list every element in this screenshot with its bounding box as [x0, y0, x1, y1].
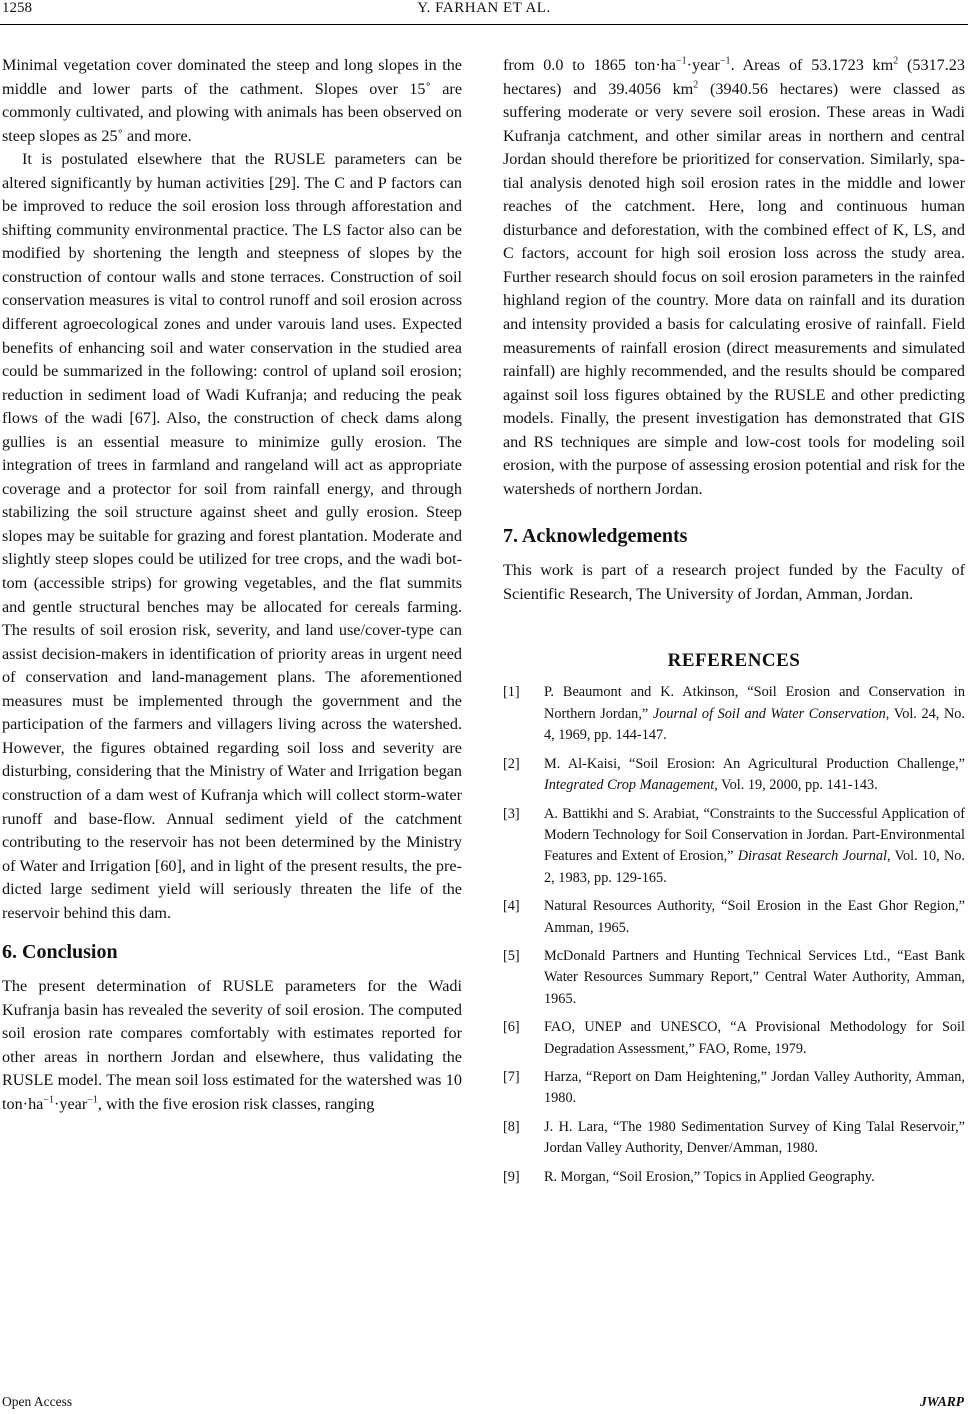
- reference-item: [503, 1117, 965, 1160]
- paragraph-conclusion-continued: from 0.0 to 1865 $ton\cdot ha^{-1}\cdot year^{-1}$. Areas of 53.1723 $km^2$ (5317.23 hectares) and 39.4056 $km^2$ (3940.56 hectares) were classed as suffering moderate or very severe soil erosion. These areas in Wadi Kufranja catchment, and other similar areas in northern and central Jordan should therefore be prioritized for conservation. Similarly, spatial analysis denoted high soil erosion rates in the middle and lower reaches of the catchment. Here, long and continuous human disturbance and deforestation, with the combined effect of K, LS, and C factors, account for high soil erosion loss across the study area. Further research should focus on soil erosion parameters in the rainfed highland region of the country. More data on rainfall and its duration and intensity provided a basis for calculating erosive of rainfall. Field measurements of rainfall erosion (direct measurements and simulated rainfall) are highly recommended, and the results should be compared against soil loss figures obtained by the RUSLE and other predicting models. Finally, the present investigation has demonstrated that GIS and RS techniques are simple and low-cost tools for modeling soil erosion, with the purpose of assessing erosion potential and risk for the watersheds of northern Jordan.: [503, 55, 965, 498]
- reference-text: Harza, “Report on Dam Heightening,” Jordan Valley Authority, Amman, 1980.: [544, 1068, 965, 1107]
- reference-text: R. Morgan, “Soil Erosion,” Topics in Applied Geography.: [544, 1168, 875, 1185]
- footer-open-access: Open Access: [2, 1394, 73, 1409]
- reference-item: [503, 682, 965, 746]
- reference-item: [503, 1017, 965, 1060]
- reference-number: [6]: [503, 1019, 520, 1036]
- paragraph-rusle-parameters: It is postulated elsewhere that the RUSLE parameters can be altered significantly by human activities [29]. The C and P factors can be improved to reduce the soil erosion loss through afforestation and shifting community environmental practice. The LS factor also can be modified by shortening the length and steepness of slopes by the construction of contour walls and stone terraces. Construction of soil conservation measures is vital to control runoff and soil erosion across different agroecological zones and under varouis land uses. Expected benefits of enhancing soil and water conservation in the studied area could be summarized in the following: control of upland soil erosion; reduction in sediment load of Wadi Kufranja; and reducing the peak flows of the wadi [67]. Also, the construction of check dams along gullies is an essential measure to minimize gully erosion. The integration of trees in farmland and rangeland will act as appropriate coverage and a protector for soil from rainfall energy, and through stabilizing the soil structure against sheet and gully erosion. Steep slopes may be suitable for grazing and forest plantation. Moderate and slightly steep slopes could be utilized for tree crops, and the wadi bottom (accessible strips) for growing vegetables, and the flat summits and gentle structural benches may be allocated for cereals farming. The results of soil erosion risk, severity, and land use/cover-type can assist decision-makers in identification of priority areas in urgent need of conservation and land-management plans. The aforementioned measures must be implemented through the government and the participation of the farmers and villagers living across the watershed. However, the figures obtained regarding soil loss and severity are disturbing, considering that the Ministry of Water and Irrigation began construction of a dam west of Kufranja which will collect storm-water runoff and base-flow. Annual sediment yield of the catchment contributing to the reservoir has not been determined by the Ministry of Water and Irrigation [60], and in light of the present results, the predicted large sediment yield will seriously threaten the life of the reservoir behind this dam.: [2, 150, 462, 922]
- reference-number: [4]: [503, 898, 520, 915]
- reference-number: [5]: [503, 947, 520, 964]
- reference-text: J. H. Lara, “The 1980 Sedimentation Survey of King Talal Reservoir,” Jordan Valley Authority, Denver/Amman, 1980.: [544, 1118, 965, 1157]
- conclusion-heading: 6. Conclusion: [2, 941, 118, 964]
- paragraph-conclusion: The present determination of RUSLE parameters for the Wadi Kufranja basin has revealed the severity of soil erosion. The computed soil erosion rate compares comfortably with estimates reported for other areas in northern Jordan and elsewhere, thus validating the RUSLE model. The mean soil loss estimated for the watershed was 10 $ton\cdot ha^{-1}\cdot year^{-1}$, with the five erosion risk classes, ranging: [2, 977, 462, 1113]
- right-column: [503, 54, 965, 1195]
- reference-item: [503, 946, 965, 1010]
- running-head: Y. FARHAN ET AL.: [417, 0, 551, 16]
- acknowledgements-text: This work is part of a research project funded by the Faculty of Scientific Research, The University of Jordan, Amman, Jordan.: [503, 561, 965, 603]
- reference-text: McDonald Partners and Hunting Technical Services Ltd., “East Bank Water Resources Summary Report,” Central Water Authority, Amman, 1965.: [544, 947, 965, 1007]
- reference-number: [2]: [503, 755, 520, 772]
- page-number: 1258: [2, 0, 32, 16]
- reference-text: Natural Resources Authority, “Soil Erosion in the East Ghor Region,” Amman, 1965.: [544, 898, 965, 936]
- reference-item: [503, 1067, 965, 1110]
- paragraph-vegetation: Minimal vegetation cover dominated the steep and long slopes in the middle and lower parts of the cathment. Slopes over 15˚ are commonly cultivated, and plowing with animals has been observed on steep slopes as 25˚ and more.: [2, 56, 462, 145]
- references-list: [503, 682, 965, 1188]
- left-column: [2, 54, 462, 1117]
- acknowledgements-heading: 7. Acknowledgements: [503, 525, 688, 548]
- footer-journal: JWARP: [919, 1394, 964, 1409]
- reference-item: [503, 804, 965, 890]
- header-rule: [0, 24, 968, 25]
- reference-text: FAO, UNEP and UNESCO, “A Provisional Methodology for Soil Degradation Assessment,” FAO, Rome, 1979.: [544, 1019, 965, 1057]
- reference-number: [7]: [503, 1068, 520, 1085]
- reference-number: [1]: [503, 684, 520, 701]
- reference-item: [503, 754, 965, 797]
- reference-number: [3]: [503, 805, 520, 822]
- page-header: [0, 0, 968, 22]
- references-heading: REFERENCES: [667, 650, 801, 672]
- reference-item: [503, 1167, 965, 1188]
- page-footer: [0, 1394, 968, 1414]
- reference-number: [8]: [503, 1118, 520, 1135]
- reference-text: M. Al-Kaisi, “Soil Erosion: An Agricultural Production Challenge,” Integrated Crop Management, Vol. 19, 2000, pp. 141-143.: [544, 755, 965, 794]
- reference-text: A. Battikhi and S. Arabiat, “Constraints to the Successful Application of Modern Technology for Soil Conservation in Jordan. Part-Environmental Features and Extent of Erosion,” Dirasat Research Journal, Vol. 10, No. 2, 1983, pp. 129-165.: [544, 805, 966, 886]
- reference-item: [503, 896, 965, 939]
- reference-number: [9]: [503, 1168, 520, 1185]
- reference-text: P. Beaumont and K. Atkinson, “Soil Erosion and Conservation in Northern Jordan,” Journal of Soil and Water Conservation, Vol. 24, No. 4, 1969, pp. 144-147.: [544, 684, 966, 744]
